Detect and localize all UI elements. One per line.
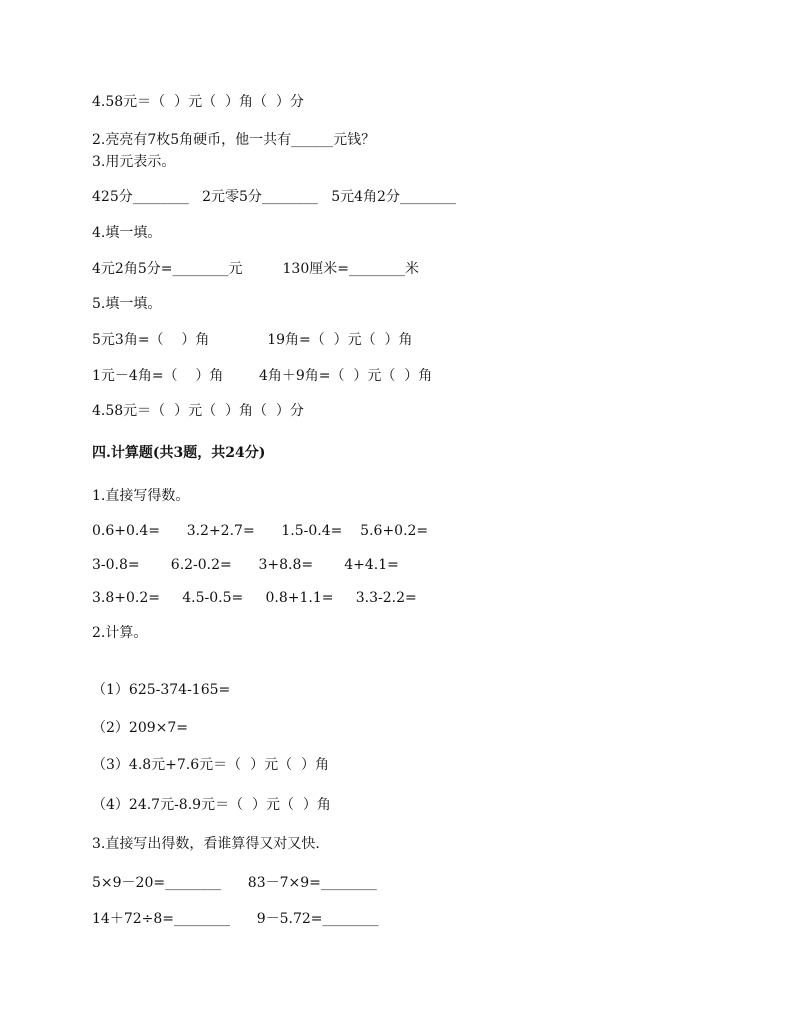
line-money-conversion-2: 4.58元＝（ ）元（ ）角（ ）分 — [92, 403, 304, 419]
line-question-3-title: 3.用元表示。 — [92, 154, 176, 170]
line-calc-1-row-1: 0.6+0.4= 3.2+2.7= 1.5-0.4= 5.6+0.2= — [92, 523, 429, 539]
line-calc-2-title: 2.计算。 — [92, 625, 148, 641]
line-calc-1-row-3: 3.8+0.2= 4.5-0.5= 0.8+1.1= 3.3-2.2= — [92, 590, 417, 606]
line-question-2-coins: 2.亮亮有7枚5角硬币，他一共有______元钱？ — [92, 132, 376, 148]
line-calc-2-item-4: （4）24.7元-8.9元＝（ ）元（ ）角 — [92, 797, 331, 813]
line-calc-1-title: 1.直接写得数。 — [92, 488, 190, 504]
line-question-3-items: 425分________ 2元零5分________ 5元4角2分________ — [92, 189, 456, 205]
line-money-conversion-1: 4.58元＝（ ）元（ ）角（ ）分 — [92, 94, 304, 110]
line-calc-2-item-2: （2）209×7= — [92, 720, 188, 736]
line-question-5-row-1: 5元3角=（ ）角 19角=（ ）元（ ）角 — [92, 332, 413, 348]
line-question-5-row-2: 1元－4角=（ ）角 4角＋9角=（ ）元（ ）角 — [92, 368, 433, 384]
line-calc-2-item-3: （3）4.8元+7.6元＝（ ）元（ ）角 — [92, 757, 329, 773]
line-calc-1-row-2: 3-0.8= 6.2-0.2= 3+8.8= 4+4.1= — [92, 557, 399, 573]
line-calc-3-row-1: 5×9－20=________ 83－7×9=________ — [92, 875, 377, 891]
line-question-5-title: 5.填一填。 — [92, 296, 162, 312]
line-question-4-items: 4元2角5分=________元 130厘米=________米 — [92, 261, 419, 277]
line-calc-3-row-2: 14＋72÷8=________ 9－5.72=________ — [92, 911, 379, 927]
line-calc-3-title: 3.直接写出得数，看谁算得又对又快. — [92, 836, 320, 852]
section-heading-calculation: 四.计算题(共3题，共24分) — [92, 445, 266, 461]
line-calc-2-item-1: （1）625-374-165= — [92, 682, 231, 698]
line-question-4-title: 4.填一填。 — [92, 225, 162, 241]
